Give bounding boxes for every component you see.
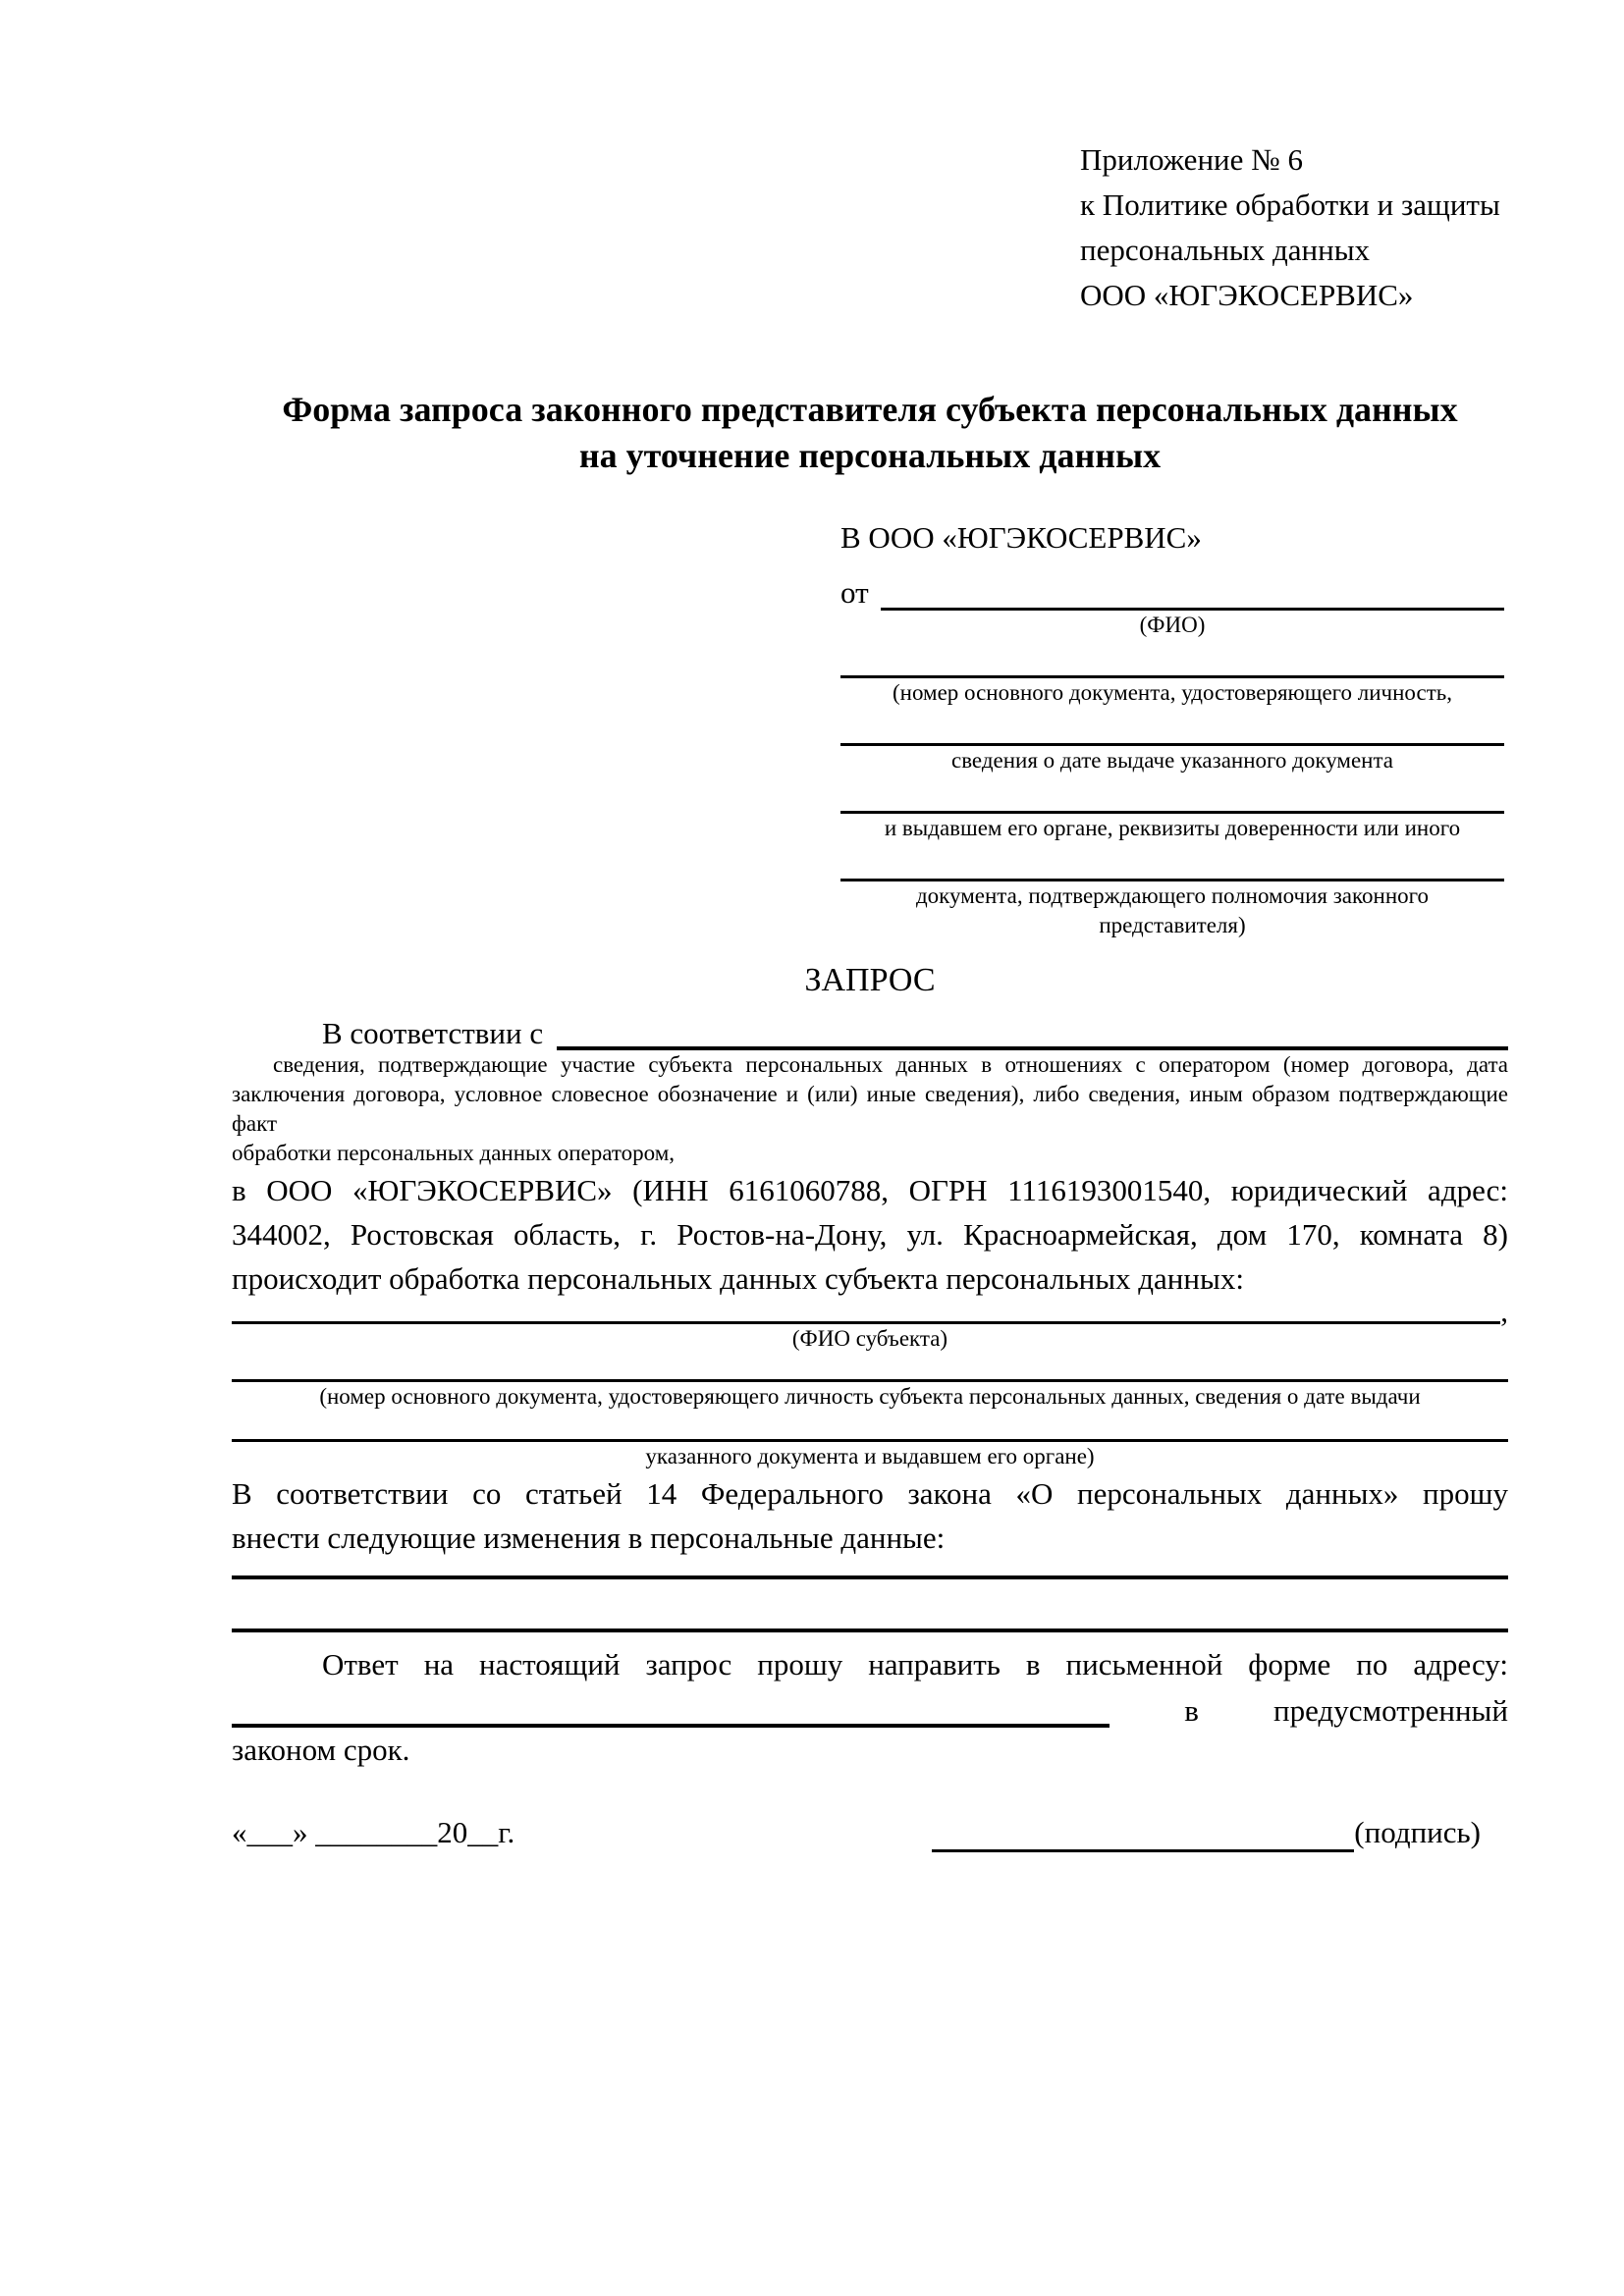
- law-paragraph-line: В соответствии со статьей 14 Федерального закона «О персональных данных» прошу: [232, 1476, 1508, 1511]
- operator-paragraph-line: 344002, Ростовская область, г. Ростов-на-Дону, ул. Красноармейская, дом 170, комната 8): [232, 1217, 1508, 1252]
- appendix-line: к Политике обработки и защиты: [1080, 187, 1500, 222]
- appendix-line: ООО «ЮГЭКОСЕРВИС»: [1080, 278, 1414, 312]
- operator-paragraph: [232, 1168, 1508, 1301]
- recipient-to: В ООО «ЮГЭКОСЕРВИС»: [840, 520, 1202, 555]
- fio-subject-caption: (ФИО субъекта): [791, 1326, 948, 1351]
- fio-caption: (ФИО): [1139, 613, 1206, 637]
- id-blank-line: [840, 775, 1504, 814]
- accordance-blank-line: [557, 1013, 1508, 1050]
- page-title-line: Форма запроса законного представителя субъекта персональных данных: [282, 390, 1458, 429]
- id-caption: (номер основного документа, удостоверяющего личность,: [892, 680, 1452, 705]
- id-blank-line: [840, 843, 1504, 881]
- accordance-label: В соответствии с: [322, 1016, 544, 1050]
- footnote-line: сведения, подтверждающие участие субъекта персональных данных в отношениях с оператором (номер договора, дата: [273, 1052, 1508, 1077]
- doc-caption: указанного документа и выдавшем его органе): [645, 1444, 1095, 1468]
- footnote-line: обработки персональных данных оператором,: [232, 1141, 675, 1165]
- subject-blank-row: [232, 1294, 1508, 1328]
- page-title-line: на уточнение персональных данных: [578, 436, 1162, 475]
- signature-blank-line: [932, 1814, 1354, 1852]
- id-blank-line: [840, 640, 1504, 678]
- law-paragraph: [232, 1471, 1508, 1560]
- operator-paragraph-line: в ООО «ЮГЭКОСЕРВИС» (ИНН 6161060788, ОГРН 1116193001540, юридический адрес:: [232, 1173, 1508, 1207]
- signature-caption: (подпись): [1354, 1815, 1481, 1849]
- id-blank-line: [840, 708, 1504, 746]
- id-caption: и выдавшем его органе, реквизиты доверенности или иного: [884, 816, 1461, 840]
- address-blank-line: [232, 1694, 1110, 1728]
- doc-caption: (номер основного документа, удостоверяющего личность субъекта персональных данных, сведения о дате выдачи: [319, 1384, 1421, 1409]
- date-line: «___» ________20__г.: [232, 1815, 515, 1849]
- accordance-row: [232, 1003, 1508, 1050]
- answer-word-in: в: [1184, 1693, 1199, 1728]
- from-label: от: [840, 575, 869, 610]
- id-caption: сведения о дате выдаче указанного документа: [950, 748, 1394, 773]
- footnote-line: заключения договора, условное словесное обозначение и (или) иные сведения), либо сведения, иным образом подтверждающие факт: [232, 1082, 1508, 1136]
- answer-paragraph: Ответ на настоящий запрос прошу направить в письменной форме по адресу:: [322, 1647, 1508, 1682]
- page-title: [232, 387, 1508, 479]
- footnote-block: [232, 1050, 1508, 1168]
- comma-char: ,: [1500, 1294, 1508, 1328]
- operator-paragraph-line: происходит обработка персональных данных субъекта персональных данных:: [232, 1261, 1244, 1296]
- appendix-line: Приложение № 6: [1080, 142, 1303, 177]
- doc-blank-line: [232, 1354, 1508, 1382]
- changes-blank-line: [232, 1579, 1508, 1632]
- law-paragraph-line: внести следующие изменения в персональные данные:: [232, 1521, 946, 1555]
- changes-blank-line: [232, 1560, 1508, 1579]
- answer-address-row: [232, 1686, 1508, 1728]
- from-blank-line: [881, 572, 1504, 611]
- id-caption: документа, подтверждающего полномочия законного представителя): [915, 883, 1429, 937]
- from-row: [840, 561, 1504, 611]
- signature-group: [932, 1813, 1481, 1852]
- appendix-block: [1080, 137, 1508, 318]
- doc-blank-line: [232, 1412, 1508, 1442]
- request-heading: ЗАПРОС: [804, 962, 936, 998]
- appendix-line: персональных данных: [1080, 233, 1371, 267]
- answer-end-line: законом срок.: [232, 1733, 410, 1767]
- recipient-block: [840, 514, 1504, 940]
- footer-row: [232, 1805, 1508, 1852]
- answer-word-stipulated: предусмотренный: [1273, 1693, 1508, 1728]
- subject-blank-line: [232, 1311, 1500, 1324]
